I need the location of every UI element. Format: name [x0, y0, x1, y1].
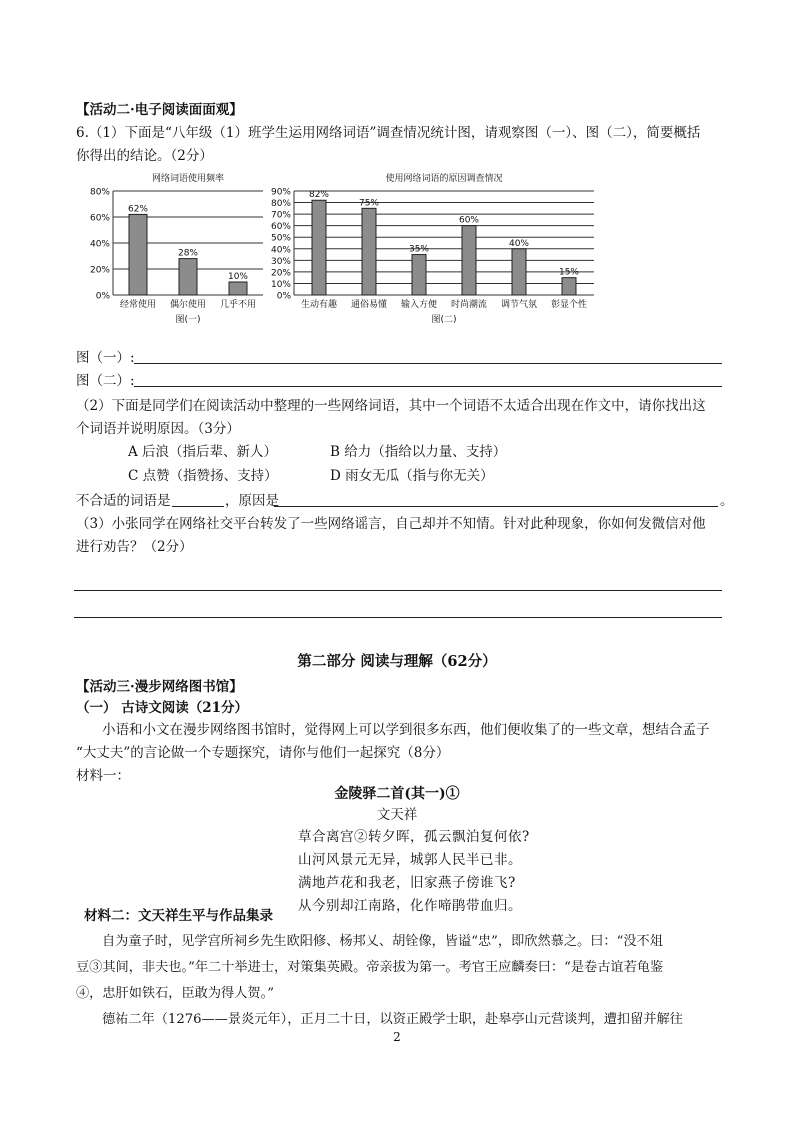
data-label: 15% — [558, 267, 580, 278]
x-tick-label: 通俗易懂 — [350, 300, 388, 310]
poem-line: 从今别却江南路，化作啼鹃带血归。 — [298, 898, 522, 914]
bar — [462, 226, 476, 295]
y-tick-label: 80% — [89, 187, 110, 198]
x-tick-label: 生动有趣 — [300, 300, 338, 310]
x-tick-label: 时尚潮流 — [450, 300, 488, 310]
intro-text: 小语和小文在漫步网络图书馆时，觉得网上可以学到很多东西，他们便收集了的一些文章，想结合孟子 — [102, 722, 710, 738]
option-c: C 点赞（指赞扬、支持） — [128, 468, 278, 484]
poem-body — [298, 826, 530, 918]
question-6-2-text: （2）下面是同学们在阅读活动中整理的一些网络词语，其中一个词语不太适合出现在作文中，请你找出这 — [76, 398, 706, 414]
answer-line-2[interactable] — [74, 617, 722, 618]
y-tick-label: 0% — [95, 291, 110, 302]
fill-mid: ，原因是 — [225, 493, 279, 509]
bar — [362, 208, 376, 295]
x-tick-label: 偶尔使用 — [169, 300, 207, 310]
data-label: 60% — [458, 215, 480, 226]
option-d: D 雨女无瓜（指与你无关） — [330, 468, 494, 484]
bar — [229, 282, 247, 295]
material2-text: ④，忠肝如铁石，臣敢为得人贺。” — [76, 986, 274, 1001]
bar — [129, 214, 147, 295]
question-6-1-text: 6.（1）下面是“八年级（1）班学生运用网络词语”调查情况统计图，请观察图（一）、图（二），简要概括 — [76, 125, 701, 141]
answer-line-1[interactable] — [74, 590, 722, 591]
option-a: A 后浪（指后辈、新人） — [128, 444, 278, 460]
question-6-3-text: （3）小张同学在网络社交平台转发了一些网络谣言，自己却并不知情。针对此种现象，你如何发微信对他 — [76, 516, 706, 532]
y-tick-label: 80% — [270, 199, 291, 210]
y-tick-label: 50% — [270, 233, 291, 244]
fig1-answer-line[interactable] — [134, 363, 722, 364]
x-tick-label: 输入方便 — [400, 300, 438, 310]
part2-heading: 第二部分 阅读与理解（62分） — [297, 653, 497, 670]
bar — [512, 249, 526, 295]
question-6-3-text-cont: 进行劝告？（2分） — [76, 539, 193, 555]
poem-author: 文天祥 — [376, 807, 418, 823]
fill-end: 。 — [720, 493, 734, 509]
y-tick-label: 20% — [270, 268, 291, 279]
y-tick-label: 10% — [270, 279, 291, 290]
material2-label: 材料二：文天祥生平与作品集录 — [84, 908, 273, 924]
x-tick-label: 几乎不用 — [219, 300, 257, 310]
chart-word-frequency — [80, 168, 270, 334]
section1-heading: （一） 古诗文阅读（21分） — [76, 700, 248, 716]
material2-text: 自为童子时，见学宫所祠乡先生欧阳修、杨邦乂、胡铨像，皆谥“忠”，即欣然慕之。曰：“没不俎 — [102, 934, 663, 949]
chart-caption: 图(二) — [431, 315, 457, 325]
option-b: B 给力（指给以力量、支持） — [330, 444, 507, 460]
y-tick-label: 60% — [270, 222, 291, 233]
fig2-answer-line[interactable] — [134, 386, 722, 387]
y-tick-label: 30% — [270, 256, 291, 267]
data-label: 62% — [127, 204, 149, 215]
bar — [562, 278, 576, 295]
y-tick-label: 40% — [89, 239, 110, 250]
material2-text: 德祐二年（1276——景炎元年），正月二十日，以资正殿学士职，赴皋亭山元营谈判，遭扣留并解往 — [102, 1012, 683, 1027]
y-tick-label: 90% — [270, 187, 291, 198]
x-tick-label: 调节气氛 — [500, 300, 538, 310]
question-6-1-text-cont: 你得出的结论。（2分） — [76, 148, 213, 164]
chart-usage-reasons — [270, 168, 600, 334]
unsuitable-word-blank[interactable] — [172, 506, 224, 507]
chart-title: 使用网络词语的原因调查情况 — [385, 174, 503, 184]
bar — [179, 259, 197, 295]
chart-caption: 图(一) — [175, 315, 201, 325]
y-tick-label: 40% — [270, 245, 291, 256]
chart-title: 网络词语使用频率 — [151, 174, 225, 184]
y-tick-label: 20% — [89, 265, 110, 276]
intro-text-cont: “大丈夫”的言论做一个专题探究，请你与他们一起探究（8分） — [76, 745, 450, 761]
data-label: 10% — [227, 272, 249, 282]
bar — [412, 255, 426, 295]
fill-prefix: 不合适的词语是 — [76, 493, 171, 509]
question-6-2-text-cont: 个词语并说明原因。（3分） — [76, 421, 240, 437]
data-label: 28% — [177, 248, 199, 259]
bar — [312, 200, 326, 295]
data-label: 35% — [408, 244, 430, 255]
material1-label: 材料一： — [76, 768, 130, 784]
page-number: 2 — [393, 1030, 401, 1044]
activity3-heading: 【活动三·漫步网络图书馆】 — [76, 679, 243, 695]
x-tick-label: 经常使用 — [119, 300, 157, 310]
poem-title: 金陵驿二首(其一)① — [334, 786, 460, 802]
x-tick-label: 彰显个性 — [550, 300, 588, 310]
data-label: 40% — [508, 238, 530, 249]
y-tick-label: 70% — [270, 210, 291, 221]
poem-line: 山河风景元无异，城郭人民半已非。 — [298, 852, 522, 868]
material2-text: 豆③其间，非夫也。”年二十举进士，对策集英殿。帝亲拔为第一。考官王应麟奏曰：“是卷古谊若龟鉴 — [76, 960, 664, 975]
reason-blank[interactable] — [274, 506, 718, 507]
poem-line: 满地芦花和我老，旧家燕子傍谁飞? — [298, 875, 516, 891]
poem-line: 草合离宫②转夕晖，孤云飘泊复何依? — [298, 829, 530, 845]
fig2-answer-label: 图（二）: — [76, 373, 135, 389]
y-tick-label: 0% — [276, 291, 291, 302]
fig1-answer-label: 图（一）: — [76, 350, 135, 366]
y-tick-label: 60% — [89, 213, 110, 224]
data-label: 82% — [308, 190, 330, 201]
data-label: 75% — [358, 198, 380, 209]
activity2-heading: 【活动二·电子阅读面面观】 — [76, 102, 243, 118]
